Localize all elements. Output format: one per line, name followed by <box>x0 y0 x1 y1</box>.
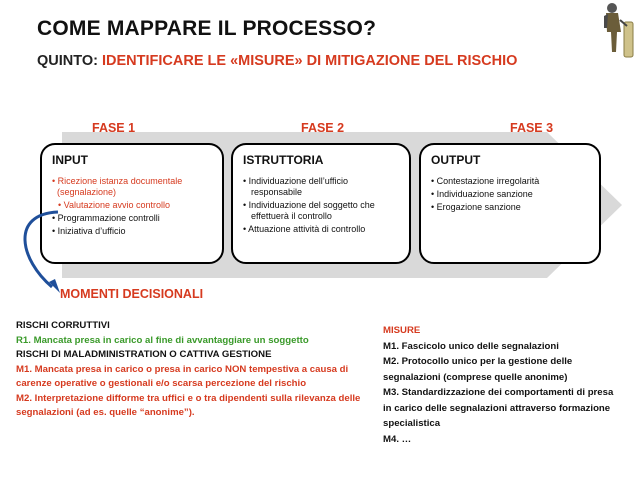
risk-r1: R1. Mancata presa in carico al fine di avvantaggiare un soggetto <box>16 334 309 346</box>
output-box-list <box>431 176 591 213</box>
measures-block <box>383 323 623 447</box>
phase-label-1: FASE 1 <box>92 121 136 135</box>
list-item: • Iniziativa d’ufficio <box>52 226 126 236</box>
input-box-title: INPUT <box>52 153 88 167</box>
list-item: • Valutazione avvio controllo <box>58 200 171 210</box>
list-item: • Individuazione del soggetto che effettuerà il controllo <box>243 200 375 221</box>
page-title: COME MAPPARE IL PROCESSO? <box>37 17 377 40</box>
list-item: • Programmazione controlli <box>52 213 160 223</box>
list-item: • Attuazione attività di controllo <box>243 224 366 234</box>
corruptive-risks-header: RISCHI CORRUTTIVI <box>16 320 110 331</box>
subtitle-prefix: QUINTO: <box>37 53 98 69</box>
measure-item: M4. … <box>383 433 412 445</box>
measures-header: MISURE <box>383 325 421 336</box>
subtitle-text: IDENTIFICARE LE «MISURE» DI MITIGAZIONE DEL RISCHIO <box>101 53 518 69</box>
output-box-title: OUTPUT <box>431 153 481 167</box>
risk-m1: M1. Mancata presa in carico o presa in carico NON tempestiva a causa di carenze operative o gestionali e/o scarsa percezione del rischio <box>16 363 349 389</box>
istruttoria-box-list <box>243 176 401 235</box>
decision-connector <box>0 190 70 300</box>
measure-item: M2. Protocollo unico per la gestione delle segnalazioni (comprese quelle anonime) <box>383 356 573 383</box>
measure-item: M1. Fascicolo unico delle segnalazioni <box>383 340 559 352</box>
list-item: • Individuazione dell’ufficio responsabile <box>243 176 349 197</box>
measure-item: M3. Standardizzazione dei comportamenti di presa in carico delle segnalazioni attraverso formazione specialistica <box>383 387 614 429</box>
list-item: • Contestazione irregolarità <box>431 176 540 186</box>
list-item: (segnalazione) <box>57 187 117 197</box>
risks-block <box>16 319 361 421</box>
output-box <box>419 143 601 264</box>
risk-m2: M2. Interpretazione difforme tra uffici e o tra dipendenti sulla rilevanza delle segnalazioni (ad es. quelle “anonime”). <box>16 392 361 418</box>
list-item: • Ricezione istanza documentale <box>52 176 183 186</box>
maladministration-header: RISCHI DI MALADMINISTRATION O CATTIVA GESTIONE <box>16 349 272 360</box>
person-figure-icon <box>600 2 635 62</box>
phase-label-3: FASE 3 <box>510 121 554 135</box>
list-item: • Individuazione sanzione <box>431 189 533 199</box>
page-subtitle <box>37 53 517 69</box>
decision-moments-label: MOMENTI DECISIONALI <box>60 287 204 301</box>
istruttoria-box-title: ISTRUTTORIA <box>243 153 324 167</box>
phase-label-2: FASE 2 <box>301 121 345 135</box>
list-item: • Erogazione sanzione <box>431 202 521 212</box>
input-box-list <box>52 176 214 237</box>
istruttoria-box <box>231 143 411 264</box>
